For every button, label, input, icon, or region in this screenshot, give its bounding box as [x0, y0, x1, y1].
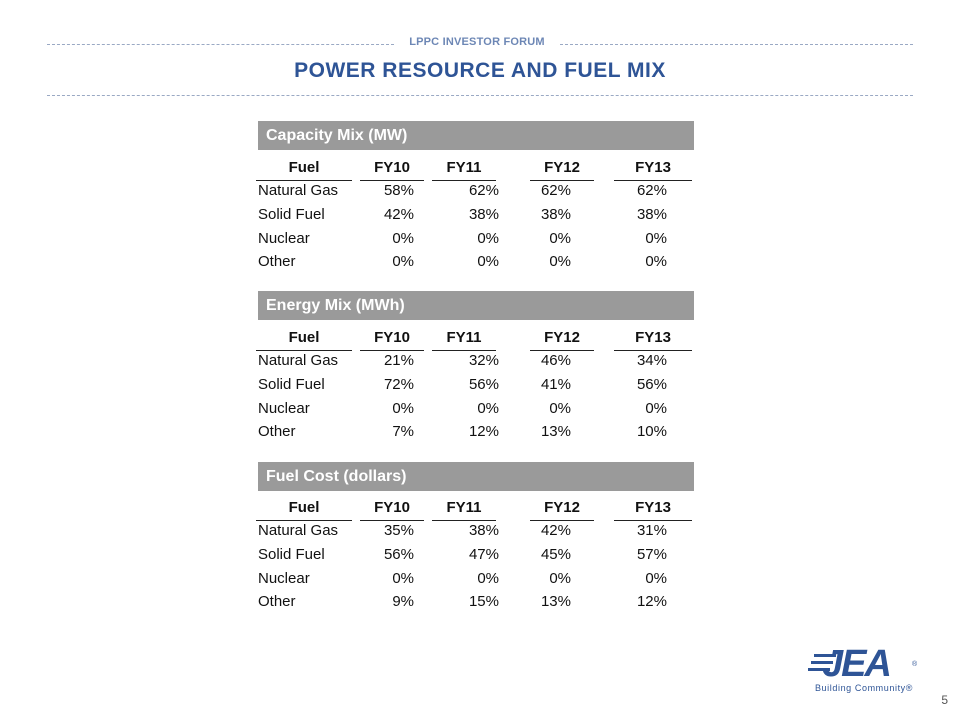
value-fy13: 57% — [636, 546, 667, 563]
table-header-row — [258, 496, 694, 520]
value-fy13: 38% — [636, 206, 667, 223]
value-fy13: 12% — [636, 593, 667, 610]
table-row — [258, 179, 694, 203]
fuel-label: Natural Gas — [258, 522, 339, 539]
forum-label: LPPC INVESTOR FORUM — [409, 36, 545, 48]
value-fy11: 0% — [477, 253, 499, 270]
fuel-label: Natural Gas — [258, 182, 339, 199]
table-row — [258, 519, 694, 543]
logo-registered-mark: ® — [912, 661, 918, 668]
column-header-fy12: FY12 — [530, 326, 594, 351]
fuel-label: Natural Gas — [258, 352, 339, 369]
value-fy10: 0% — [392, 400, 414, 417]
value-fy10: 0% — [392, 253, 414, 270]
fuel-label: Nuclear — [258, 230, 310, 247]
section-title: Energy Mix (MWh) — [258, 291, 694, 320]
value-fy13: 31% — [636, 522, 667, 539]
value-fy12: 62% — [540, 182, 571, 199]
value-fy12: 0% — [549, 400, 571, 417]
logo-tagline: Building Community® — [814, 683, 914, 693]
section-title: Capacity Mix (MW) — [258, 121, 694, 150]
value-fy11: 0% — [477, 400, 499, 417]
table-header-row — [258, 326, 694, 350]
value-fy10: 42% — [383, 206, 414, 223]
value-fy12: 13% — [540, 423, 571, 440]
capacity-mix-section — [258, 121, 694, 270]
value-fy11: 38% — [468, 206, 499, 223]
value-fy13: 0% — [645, 230, 667, 247]
value-fy12: 38% — [540, 206, 571, 223]
table-row — [258, 420, 694, 444]
value-fy12: 45% — [540, 546, 571, 563]
value-fy12: 0% — [549, 570, 571, 587]
fuel-cost-section — [258, 462, 694, 610]
table-row — [258, 227, 694, 251]
value-fy13: 10% — [636, 423, 667, 440]
value-fy10: 21% — [383, 352, 414, 369]
value-fy10: 7% — [392, 423, 414, 440]
value-fy12: 0% — [549, 230, 571, 247]
fuel-label: Other — [258, 253, 296, 270]
fuel-label: Other — [258, 593, 296, 610]
table-row — [258, 397, 694, 421]
column-header-fy13: FY13 — [614, 156, 692, 181]
column-header-fy13: FY13 — [614, 326, 692, 351]
table-row — [258, 250, 694, 274]
value-fy10: 72% — [383, 376, 414, 393]
header-rule-right — [560, 44, 913, 45]
column-header-fuel: Fuel — [256, 156, 352, 181]
header-rule-left — [47, 44, 394, 45]
energy-mix-section — [258, 291, 694, 440]
value-fy13: 56% — [636, 376, 667, 393]
fuel-label: Solid Fuel — [258, 206, 325, 223]
page-title: POWER RESOURCE AND FUEL MIX — [294, 59, 666, 82]
fuel-label: Nuclear — [258, 400, 310, 417]
value-fy12: 46% — [540, 352, 571, 369]
value-fy11: 0% — [477, 570, 499, 587]
value-fy13: 0% — [645, 253, 667, 270]
fuel-label: Other — [258, 423, 296, 440]
logo-wordmark: JEA — [822, 643, 890, 685]
value-fy10: 56% — [383, 546, 414, 563]
table-row — [258, 373, 694, 397]
column-header-fy10: FY10 — [360, 156, 424, 181]
table-header-row — [258, 156, 694, 180]
column-header-fy11: FY11 — [432, 496, 496, 521]
value-fy11: 38% — [468, 522, 499, 539]
value-fy10: 0% — [392, 570, 414, 587]
table-row — [258, 203, 694, 227]
value-fy11: 15% — [468, 593, 499, 610]
table-row — [258, 567, 694, 591]
value-fy13: 0% — [645, 570, 667, 587]
value-fy11: 12% — [468, 423, 499, 440]
table-row — [258, 349, 694, 373]
column-header-fy12: FY12 — [530, 156, 594, 181]
value-fy12: 0% — [549, 253, 571, 270]
value-fy12: 41% — [540, 376, 571, 393]
section-title: Fuel Cost (dollars) — [258, 462, 694, 491]
value-fy12: 13% — [540, 593, 571, 610]
column-header-fy11: FY11 — [432, 326, 496, 351]
page-number: 5 — [941, 693, 948, 707]
value-fy10: 9% — [392, 593, 414, 610]
value-fy12: 42% — [540, 522, 571, 539]
title-rule — [47, 95, 913, 96]
column-header-fy10: FY10 — [360, 496, 424, 521]
value-fy11: 47% — [468, 546, 499, 563]
fuel-label: Solid Fuel — [258, 546, 325, 563]
value-fy11: 62% — [468, 182, 499, 199]
value-fy11: 32% — [468, 352, 499, 369]
fuel-label: Solid Fuel — [258, 376, 325, 393]
value-fy11: 0% — [477, 230, 499, 247]
table-row — [258, 543, 694, 567]
column-header-fy10: FY10 — [360, 326, 424, 351]
table-row — [258, 590, 694, 614]
column-header-fuel: Fuel — [256, 326, 352, 351]
value-fy10: 58% — [383, 182, 414, 199]
value-fy10: 35% — [383, 522, 414, 539]
value-fy13: 34% — [636, 352, 667, 369]
column-header-fuel: Fuel — [256, 496, 352, 521]
column-header-fy13: FY13 — [614, 496, 692, 521]
value-fy13: 0% — [645, 400, 667, 417]
value-fy11: 56% — [468, 376, 499, 393]
column-header-fy11: FY11 — [432, 156, 496, 181]
value-fy10: 0% — [392, 230, 414, 247]
value-fy13: 62% — [636, 182, 667, 199]
fuel-label: Nuclear — [258, 570, 310, 587]
column-header-fy12: FY12 — [530, 496, 594, 521]
